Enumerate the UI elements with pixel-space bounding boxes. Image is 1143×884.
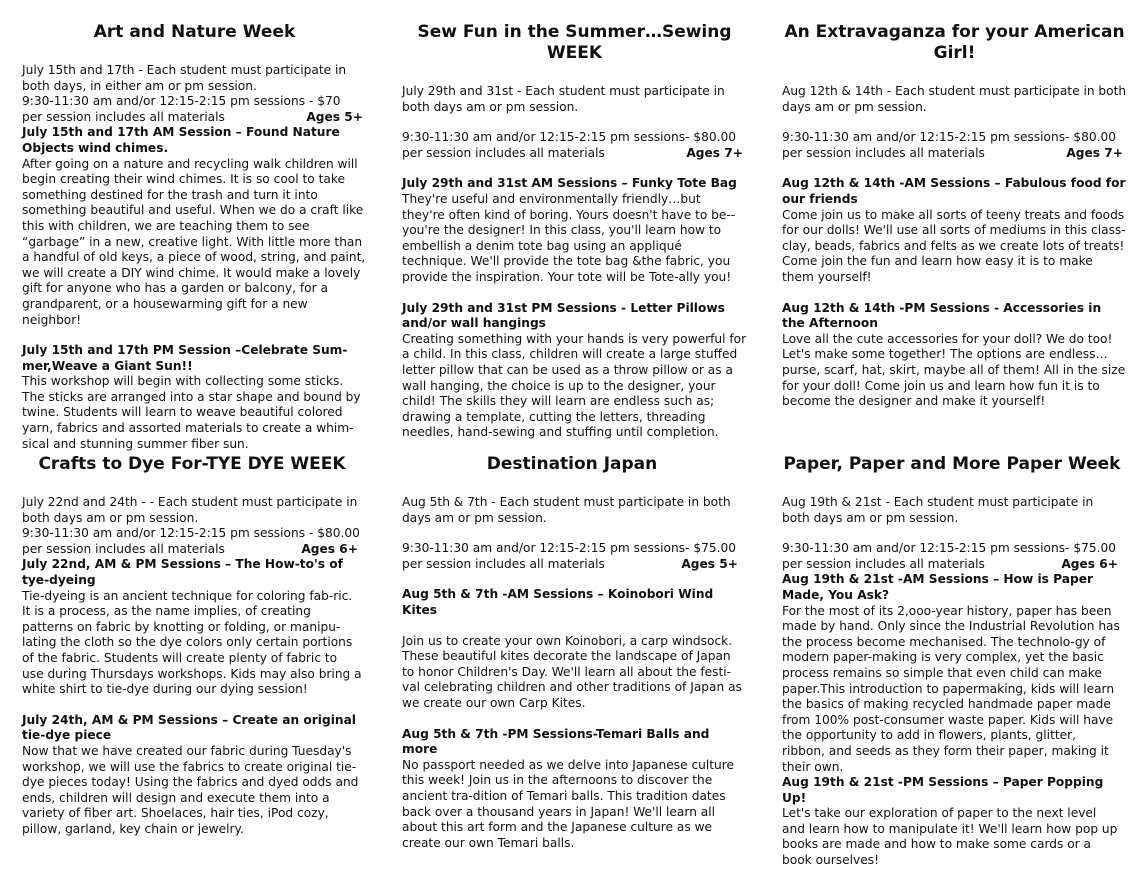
session-text: After going on a nature and recycling walk children will begin creating their wind chimes. It is so cool to take something destined for the trash and turn it into something beautiful and useful. When we do a craft like this with children, we are teaching them to see “garbage” in a new, creative light. With little more than a handful of old keys, a piece of wood, string, and paint, we will create a DIY wind chime. It would make a lovely gift for anyone who has a garden or balcony, for a grandparent, or a housewarming gift for a new neighbor! — [22, 156, 366, 327]
session-heading: July 15th and 17th PM Session –Celebrate Sum-mer,Weave a Giant Sun!! — [22, 343, 348, 373]
materials-text: per session includes all materials — [782, 556, 985, 571]
intro-block — [782, 495, 1122, 526]
session-text: Come join us to make all sorts of teeny treats and foods for our dolls! We'll use all sorts of mediums in this class- clay, beads, fabrics and felts as we create lots of treats! Come join the fun and learn how easy it is to make them yourself! — [782, 207, 1126, 284]
intro-text: Aug 5th & 7th - Each student must participate in both days am or pm session. — [402, 495, 731, 525]
intro-text: July 29th and 31st - Each student must participate in both days am or pm session. — [402, 84, 725, 114]
session-am — [402, 634, 742, 712]
session-heading: Aug 12th & 14th -AM Sessions – Fabulous food for our friends — [782, 176, 1126, 206]
ages-label: Ages 6+ — [301, 541, 358, 556]
panel-info — [22, 495, 362, 557]
materials-text: per session includes all materials — [402, 145, 605, 160]
session-text: Creating something with your hands is very powerful for a child. In this class, children will create a large stuffed letter pillow that can be used as a throw pillow or as a wall hanging, the choice is up to the designer, your child! The skills they will learn are endless such as; drawing a template, cutting the letters, threading needles, hand-sewing and stuffing until completion. — [402, 331, 747, 440]
panel-title: Paper, Paper and More Paper Week — [783, 454, 1121, 474]
panel-japan — [402, 450, 742, 866]
panel-tye-dye — [22, 450, 362, 852]
session-heading: Aug 12th & 14th -PM Sessions - Accessories in the Afternoon — [782, 300, 1102, 331]
intro-block — [402, 495, 742, 526]
ages-label: Ages 6+ — [1061, 556, 1118, 571]
panel-art-nature — [22, 18, 367, 467]
session-am — [782, 176, 1127, 285]
session-heading: Aug 19th & 21st -PM Sessions – Paper Popping Up! — [782, 775, 1104, 805]
ages-label: Ages 5+ — [306, 109, 363, 124]
session-am — [402, 176, 747, 285]
intro-text: July 15th and 17th - Each student must participate in both days, in either am or pm session. — [22, 63, 347, 93]
panel-paper — [782, 450, 1122, 884]
session-am — [22, 557, 362, 697]
panel-title: Crafts to Dye For-TYE DYE WEEK — [38, 454, 346, 474]
price-block — [782, 541, 1122, 572]
session-heading: July 22nd, AM & PM Sessions – The How-to's of tye-dyeing — [22, 557, 343, 587]
materials-text: per session includes all materials — [402, 556, 605, 571]
session-heading: Aug 19th & 21st -AM Sessions – How is Paper Made, You Ask? — [782, 572, 1093, 602]
price-block — [402, 130, 747, 161]
panel-sewing — [402, 18, 747, 456]
panel-info — [22, 63, 367, 125]
intro-block — [402, 84, 747, 115]
session-pm — [402, 727, 742, 852]
session-heading: July 29th and 31st AM Sessions – Funky Tote Bag — [402, 176, 737, 191]
session-text: Let's take our exploration of paper to the next level and learn how to manipulate it! We'll learn how pop up books are made and how to make some cards or a book ourselves! — [782, 806, 1118, 868]
time-price: 9:30-11:30 am and/or 12:15-2:15 pm sessions- $75.00 — [402, 541, 736, 556]
session-text: No passport needed as we delve into Japanese culture this week! Join us in the afternoons to discover the ancient tra-dition of Temari balls. This tradition dates back over a thousand years in Japan! We'll learn all about this art form and the Japanese culture as we create our own Temari balls. — [402, 757, 734, 850]
session-text: For the most of its 2,ooo-year history, paper has been made by hand. Only since the Industrial Revolution has the process become mechanised. The technolo-gy of modern paper-making is very complex, yet the basic process remains so simple that even child can make paper.This introduction to papermaking, kids will learn the basics of making recycled handmade paper made from 100% post-consumer waste paper. Kids will have the opportunity to add in flowers, plants, glitter, ribbon, and seeds as they form their paper, making it their own. — [782, 603, 1120, 774]
session-heading: Aug 5th & 7th -PM Sessions-Temari Balls and more — [402, 726, 710, 757]
session-am — [22, 125, 367, 328]
session-pm — [782, 775, 1122, 869]
panel-title: Art and Nature Week — [93, 22, 296, 42]
session-pm — [782, 301, 1127, 410]
session-text: This workshop will begin with collecting some sticks. The sticks are arranged into a star shape and bound by twine. Students will learn to weave beautiful colored yarn, fabrics and assorted materials to create a whim-sical and stunning summer fiber sun. — [22, 374, 361, 451]
intro-text: Aug 19th & 21st - Each student must participate in both days am or pm session. — [782, 495, 1094, 525]
time-price: 9:30-11:30 am and/or 12:15-2:15 pm sessions- $75.00 — [782, 541, 1116, 556]
materials-text: per session includes all materials — [22, 541, 225, 556]
session-am-heading-block — [402, 587, 742, 618]
price-block — [402, 541, 742, 572]
session-heading: July 15th and 17th AM Session – Found Nature Objects wind chimes. — [22, 125, 340, 155]
session-pm — [22, 343, 367, 452]
panel-title: Destination Japan — [486, 454, 658, 474]
ages-label: Ages 7+ — [1066, 145, 1123, 160]
time-price: 9:30-11:30 am and/or 12:15-2:15 pm sessions - $70 — [22, 94, 341, 109]
session-text: Love all the cute accessories for your doll? We do too! Let's make some together! The options are endless… purse, scarf, hat, skirt, maybe all of them! All in the size for your doll! Come join us and learn how fun it is to become the designer and make it yourself! — [782, 331, 1126, 409]
session-pm — [402, 301, 747, 441]
session-pm — [22, 713, 362, 838]
materials-text: per session includes all materials — [782, 145, 985, 160]
panel-american-girl — [782, 18, 1127, 425]
price-block — [782, 130, 1127, 161]
panel-title: Sew Fun in the Summer…Sewing WEEK — [417, 22, 732, 63]
time-price: 9:30-11:30 am and/or 12:15-2:15 pm sessions- $80.00 — [402, 130, 736, 145]
session-text: Join us to create your own Koinobori, a carp windsock. These beautiful kites decorate the landscape of Japan to honor Children's Day. We'll learn all about the festi-val celebrating children and other traditions of Japan as we create our own Carp Kites. — [402, 633, 742, 710]
session-heading: Aug 5th & 7th -AM Sessions – Koinobori Wind Kites — [402, 587, 714, 617]
session-text: Tie-dyeing is an ancient technique for coloring fab-ric. It is a process, as the name implies, of creating patterns on fabric by knotting or folding, or manipu-lating the cloth so the dye colors only certain portions of the fabric. Students will create plenty of fabric to use during Thursdays workshops. Kids may also bring a white shirt to tie-dye during our dying session! — [22, 588, 362, 697]
time-price: 9:30-11:30 am and/or 12:15-2:15 pm sessions - $80.00 — [22, 526, 360, 541]
session-text: Now that we have created our fabric during Tuesday's workshop, we will use the fabrics to create original tie-dye pieces today! Using the fabrics and dyed odds and ends, children will design and execute them into a variety of fiber art. Shoelaces, hair ties, iPod cozy, pillow, garland, key chain or jewelry. — [22, 743, 359, 836]
ages-label: Ages 7+ — [686, 145, 743, 160]
session-heading: July 24th, AM & PM Sessions – Create an original tie-dye piece — [22, 712, 356, 743]
panel-title: An Extravaganza for your American Girl! — [784, 22, 1125, 63]
session-heading: July 29th and 31st PM Sessions - Letter Pillows and/or wall hangings — [402, 300, 725, 331]
time-price: 9:30-11:30 am and/or 12:15-2:15 pm sessions- $80.00 — [782, 130, 1116, 145]
intro-text: July 22nd and 24th - - Each student must participate in both days am or pm session. — [22, 495, 358, 525]
intro-block — [782, 84, 1127, 115]
intro-text: Aug 12th & 14th - Each student must participate in both days am or pm session. — [782, 84, 1127, 114]
session-am — [782, 572, 1122, 775]
materials-text: per session includes all materials — [22, 109, 225, 124]
session-text: They're useful and environmentally friendly…but they're often kind of boring. Yours doesn't have to be--you're the designer! In this class, you'll learn how to embellish a denim tote bag using an appliqué technique. We'll provide the tote bag &the fabric, you provide the inspiration. Your tote will be Tote-ally you! — [402, 191, 736, 284]
ages-label: Ages 5+ — [681, 556, 738, 571]
